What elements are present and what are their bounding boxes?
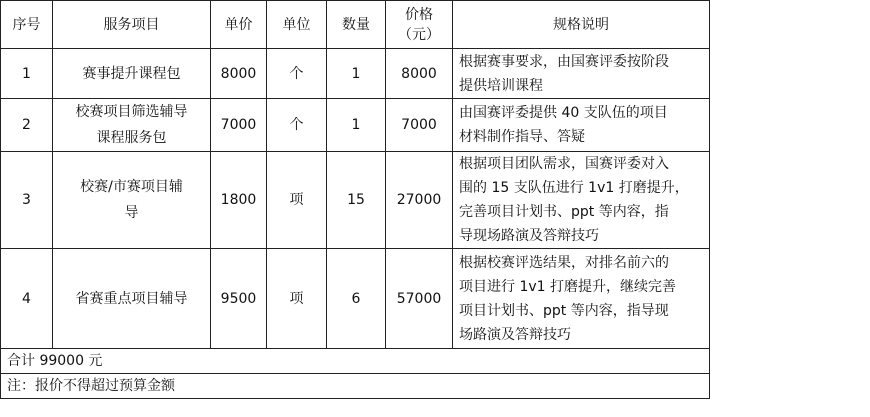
cell-total: 27000	[386, 152, 453, 249]
cell-qty: 1	[327, 99, 386, 152]
spec-line: 项目计划书、ppt 等内容，指导现	[459, 302, 669, 319]
cell-item	[53, 249, 211, 349]
cell-unit: 个	[267, 99, 327, 152]
cell-no: 2	[1, 99, 53, 152]
cell-item	[53, 152, 211, 249]
spec-line: 材料制作指导、答疑	[459, 129, 585, 145]
cell-item-line1: 校赛/市赛项目辅	[80, 179, 183, 195]
cell-price: 7000	[211, 99, 267, 152]
cell-price: 8000	[211, 49, 267, 99]
cell-qty: 1	[327, 49, 386, 99]
cell-spec	[453, 249, 710, 349]
header-qty: 数量	[327, 1, 386, 49]
cell-total: 7000	[386, 99, 453, 152]
header-row	[1, 1, 710, 49]
header-total	[386, 1, 453, 49]
cell-item-line1: 校赛项目筛选辅导	[75, 104, 188, 120]
cell-qty: 15	[327, 152, 386, 249]
spec-line: 场路演及答辩技巧	[459, 326, 571, 343]
header-price: 单价	[211, 1, 267, 49]
sum-row	[1, 349, 710, 374]
spec-line: 提供培训课程	[459, 77, 543, 94]
cell-no: 1	[1, 49, 53, 99]
cell-no: 4	[1, 249, 53, 349]
cell-spec	[453, 49, 710, 99]
cell-no: 3	[1, 152, 53, 249]
cell-unit: 项	[267, 152, 327, 249]
header-total-line1: 价格	[405, 6, 433, 23]
spec-line: 导现场路演及答辩技巧	[459, 228, 599, 244]
note-text: 注：报价不得超过预算金额	[1, 374, 710, 399]
cell-item	[53, 49, 211, 99]
cell-unit: 项	[267, 249, 327, 349]
cell-spec	[453, 152, 710, 249]
cell-price: 1800	[211, 152, 267, 249]
cell-total: 57000	[386, 249, 453, 349]
spec-line: 完善项目计划书、ppt 等内容，指	[459, 204, 669, 220]
cell-qty: 6	[327, 249, 386, 349]
cell-item	[53, 99, 211, 152]
table-row	[1, 152, 710, 249]
table-row	[1, 49, 710, 99]
spec-line: 根据校赛评选结果，对排名前六的	[459, 254, 669, 271]
header-total-line2: （元）	[398, 26, 440, 43]
header-unit: 单位	[267, 1, 327, 49]
note-row	[1, 374, 710, 399]
cell-item-line2: 课程服务包	[96, 130, 167, 146]
cell-item-line1: 赛事提升课程包	[82, 65, 181, 82]
spec-line: 根据项目团队需求，国赛评委对入	[459, 156, 669, 172]
spec-line: 项目进行 1v1 打磨提升，继续完善	[459, 278, 676, 295]
table-row	[1, 99, 710, 152]
cell-total: 8000	[386, 49, 453, 99]
cell-price: 9500	[211, 249, 267, 349]
cell-unit: 个	[267, 49, 327, 99]
cell-spec	[453, 99, 710, 152]
header-no: 序号	[1, 1, 53, 49]
header-item: 服务项目	[53, 1, 211, 49]
spec-line: 围的 15 支队伍进行 1v1 打磨提升，	[459, 180, 689, 196]
table-row	[1, 249, 710, 349]
cell-item-line1: 省赛重点项目辅导	[75, 290, 188, 307]
cell-item-line2: 导	[124, 205, 139, 221]
spec-line: 由国赛评委提供 40 支队伍的项目	[459, 105, 668, 121]
header-spec: 规格说明	[453, 1, 710, 49]
spec-line: 根据赛事要求，由国赛评委按阶段	[459, 53, 669, 70]
sum-text: 合计 99000 元	[1, 349, 710, 374]
